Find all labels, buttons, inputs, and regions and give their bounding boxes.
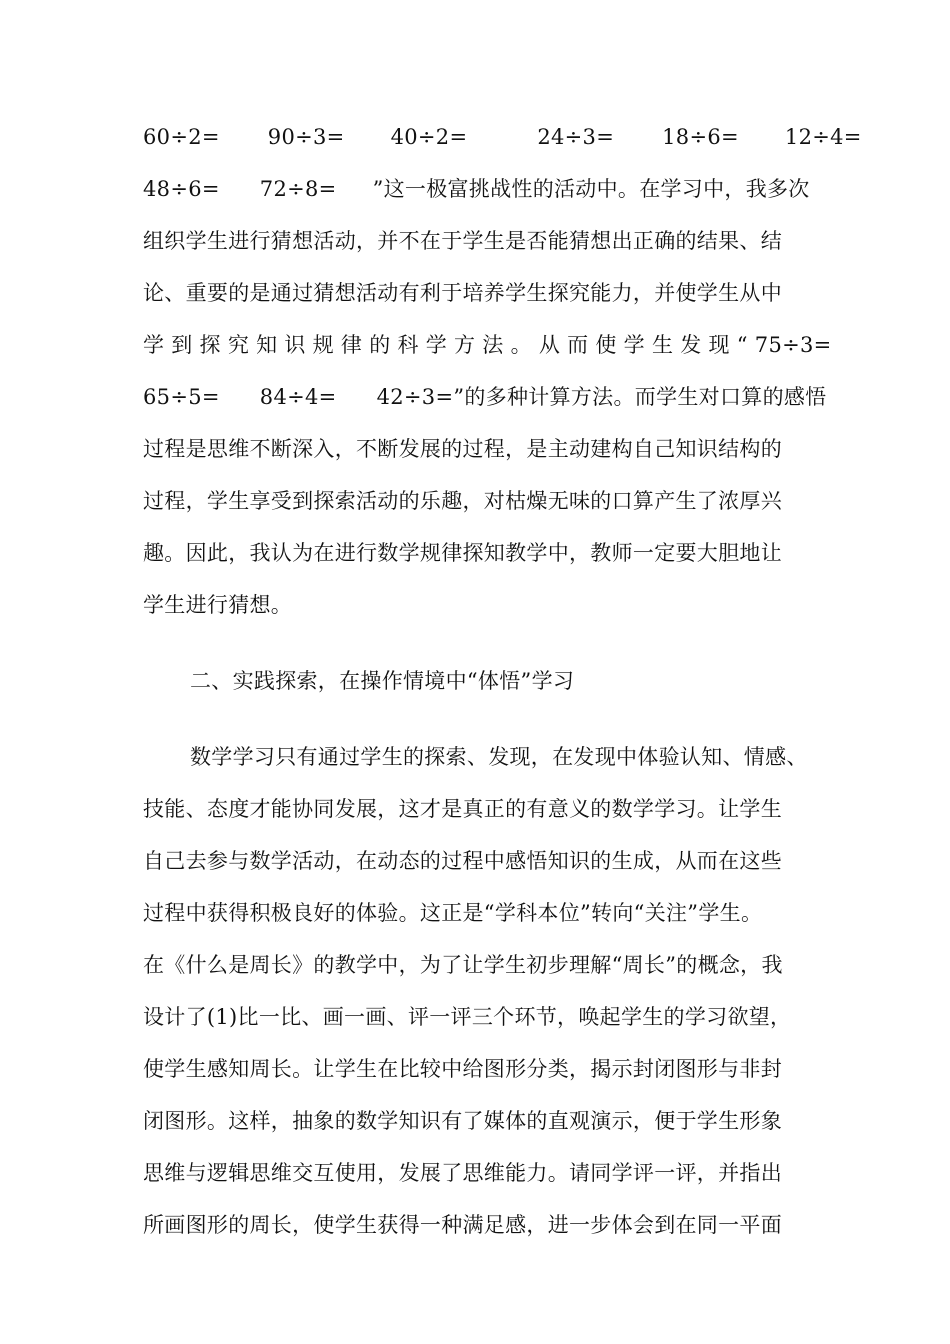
equation: 48÷6= (143, 177, 220, 201)
text-line: 使学生感知周长。让学生在比较中给图形分类，揭示封闭图形与非封 (143, 1057, 782, 1081)
equation: 72÷8= (259, 177, 337, 201)
text-line: 设计了(1)比一比、画一画、评一评三个环节，唤起学生的学习欲望， (143, 1005, 792, 1029)
text-line: 技能、态度才能协同发展，这才是真正的有意义的数学学习。让学生 (143, 797, 782, 821)
equation: 90÷3= (267, 125, 345, 149)
text-segment: ”这一极富挑战性的活动中。在学习中，我多次 (372, 177, 810, 201)
text-line (143, 176, 810, 202)
equation: 84÷4= (259, 385, 337, 409)
text-line: 自己去参与数学活动，在动态的过程中感悟知识的生成，从而在这些 (143, 849, 782, 873)
text-line: 论、重要的是通过猜想活动有利于培养学生探究能力，并使学生从中 (143, 281, 782, 305)
text-line: 趣。因此，我认为在进行数学规律探知教学中，教师一定要大胆地让 (143, 541, 782, 565)
text-line: 组织学生进行猜想活动，并不在于学生是否能猜想出正确的结果、结 (143, 229, 782, 253)
text-line: 所画图形的周长，使学生获得一种满足感，进一步体会到在同一平面 (143, 1213, 782, 1237)
text-line (143, 384, 826, 410)
text-line: 学生进行猜想。 (143, 593, 293, 617)
text-line: 在《什么是周长》的教学中，为了让学生初步理解“周长”的概念，我 (143, 953, 783, 977)
text-line: 过程是思维不断深入，不断发展的过程，是主动建构自己知识结构的 (143, 437, 782, 461)
text-line: 过程，学生享受到探索活动的乐趣，对枯燥无味的口算产生了浓厚兴 (143, 489, 782, 513)
equation: 40÷2= (390, 125, 468, 149)
text-line: 数学学习只有通过学生的探索、发现，在发现中体验认知、情感、 (190, 745, 808, 769)
text-line: 闭图形。这样，抽象的数学知识有了媒体的直观演示，便于学生形象 (143, 1109, 782, 1133)
text-line: 过程中获得积极良好的体验。这正是“学科本位”转向“关注”学生。 (143, 901, 763, 925)
section-heading: 二、实践探索，在操作情境中“体悟”学习 (190, 669, 575, 693)
equation-row (143, 124, 862, 150)
equation: 60÷2= (143, 125, 220, 149)
text-segment: 42÷3=”的多种计算方法。而学生对口算的感悟 (376, 385, 827, 409)
equation: 24÷3= (537, 125, 615, 149)
text-line: 思维与逻辑思维交互使用，发展了思维能力。请同学评一评，并指出 (143, 1161, 782, 1185)
equation: 65÷5= (143, 385, 220, 409)
equation: 12÷4= (784, 125, 862, 149)
equation: 18÷6= (662, 125, 739, 149)
text-line: 学 到 探 究 知 识 规 律 的 科 学 方 法 。 从 而 使 学 生 发 现 “ 75÷3= (143, 333, 832, 357)
